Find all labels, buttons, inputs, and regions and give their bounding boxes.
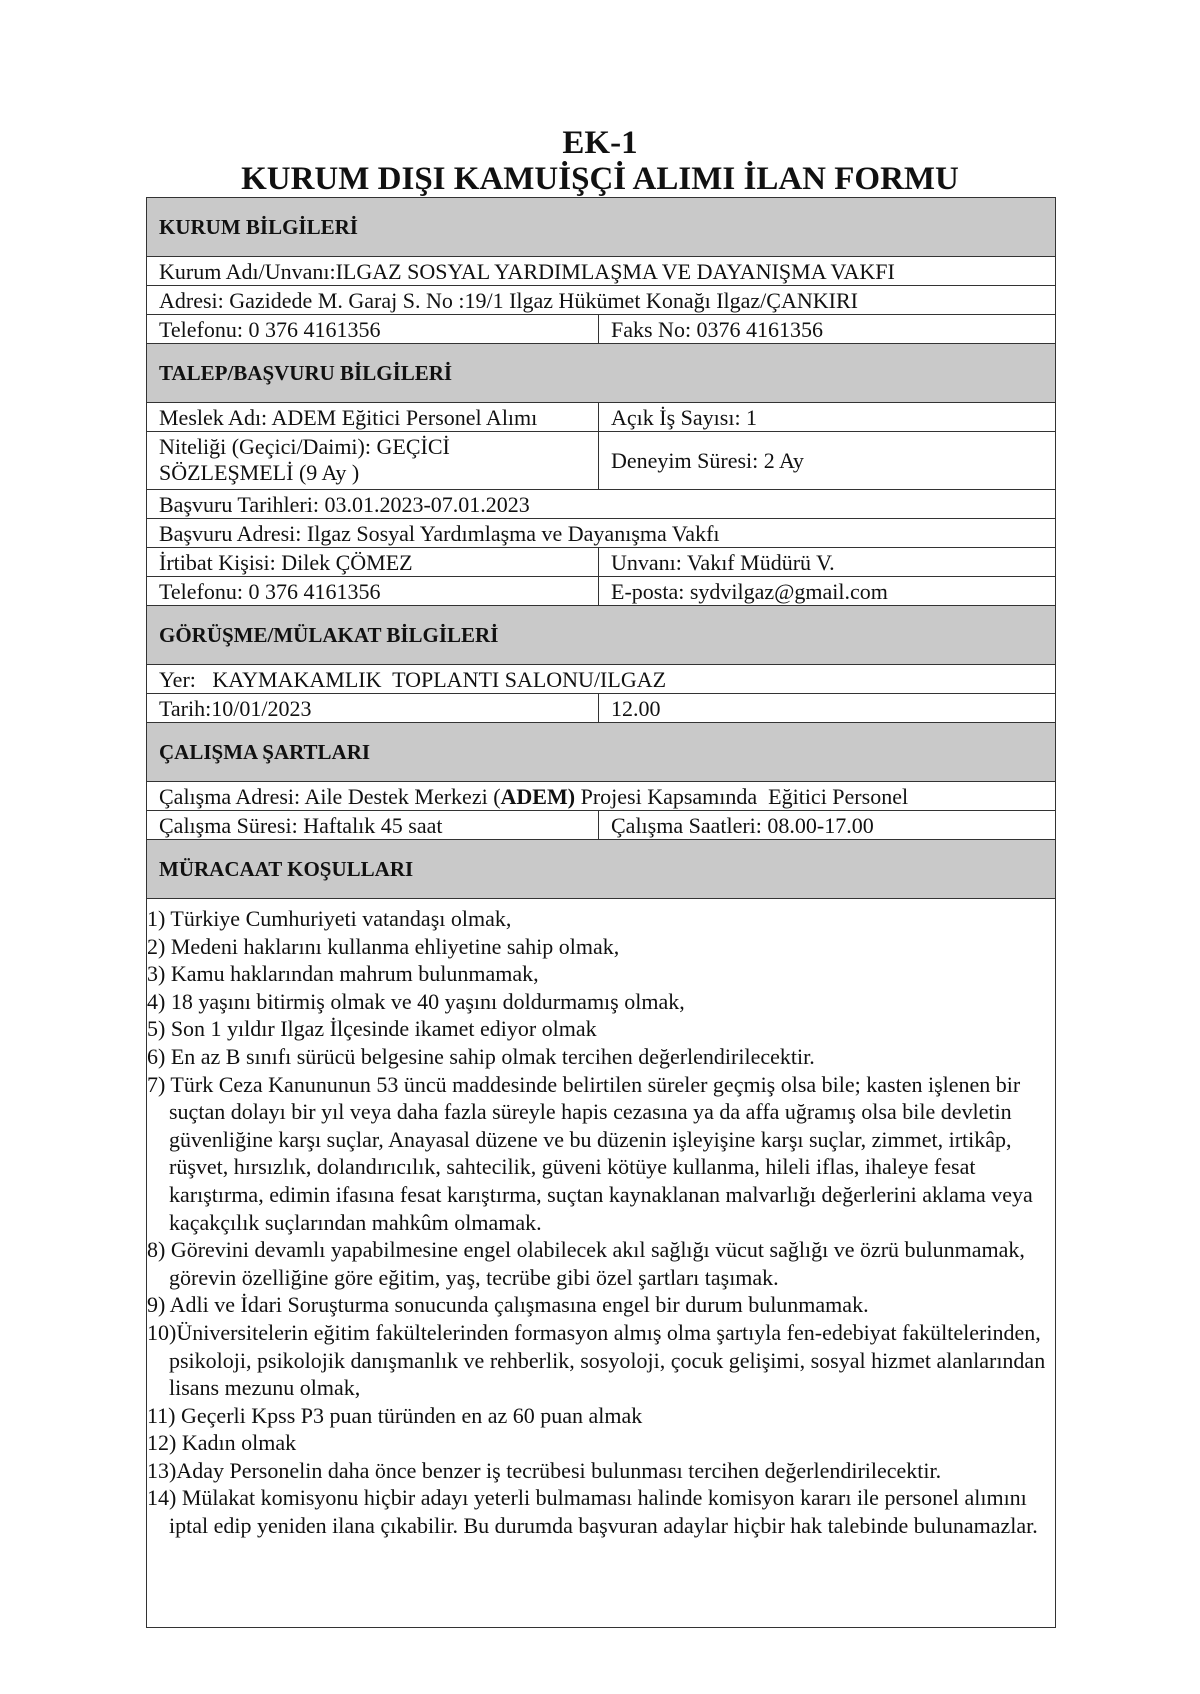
condition-item: 9) Adli ve İdari Soruşturma sonucunda çalışmasına engel bir durum bulunmamak. — [147, 1292, 869, 1318]
condition-item: 10)Üniversitelerin eğitim fakültelerinden formasyon almış olma şartıyla fen-edebiyat fakültelerinden, psikoloji, psikolojik danışmanlık ve rehberlik, sosyoloji, çocuk gelişimi, sosyal hizmet alanlarından lisans mezunu olmak, — [147, 1319, 1046, 1401]
row-irtibat — [147, 548, 1055, 577]
row-gorusme-tarih — [147, 694, 1055, 723]
irtibat-kisisi: İrtibat Kişisi: Dilek ÇÖMEZ — [147, 548, 599, 576]
doc-title-main: KURUM DIŞI KAMUİŞÇİ ALIMI İLAN FORMU — [241, 161, 959, 197]
row-talep-iletisim — [147, 577, 1055, 606]
kurum-adres: Adresi: Gazidede M. Garaj S. No :19/1 Ilgaz Hükümet Konağı Ilgaz/ÇANKIRI — [159, 287, 858, 313]
irtibat-unvan: Unvanı: Vakıf Müdürü V. — [611, 549, 835, 575]
gorusme-yer: Yer: KAYMAKAMLIK TOPLANTI SALONU/ILGAZ — [159, 666, 667, 692]
condition-item: 6) En az B sınıfı sürücü belgesine sahip olmak tercihen değerlendirilecektir. — [147, 1043, 815, 1069]
condition-item: 7) Türk Ceza Kanununun 53 üncü maddesinde belirtilen süreler geçmiş olsa bile; kasten işlenen bir suçtan dolayı bir yıl veya daha fazla süreyle hapis cezasına ya da affa uğramış olsa bile devletin güvenliğine karşı suçlar, Anayasal düzene ve bu düzenin işleyişine karşı suçlar, zimmet, irtikâp, rüşvet, hırsızlık, dolandırıcılık, sahtecilik, güveni kötüye kullanma, hileli iflas, ihaleye fesat karıştırma, edimin ifasına fesat karıştırma, suçtan kaynaklanan malvarlığı değerlerini aklama veya kaçakçılık suçlarından mahkûm olmamak. — [147, 1071, 1033, 1235]
kurum-telefon: Telefonu: 0 376 4161356 — [147, 315, 599, 343]
calisma-saatleri: Çalışma Saatleri: 08.00-17.00 — [611, 812, 874, 838]
condition-item: 4) 18 yaşını bitirmiş olmak ve 40 yaşını doldurmamış olmak, — [147, 988, 685, 1014]
condition-item: 14) Mülakat komisyonu hiçbir adayı yeterli bulmaması halinde komisyon kararı ile personel alımını iptal edip yeniden ilana çıkabilir. Bu durumda başvuran adaylar hiçbir hak talebinde bulunamazlar. — [147, 1485, 1038, 1539]
basvuru-tarihleri: Başvuru Tarihleri: 03.01.2023-07.01.2023 — [159, 491, 530, 517]
section-gorusme-heading: GÖRÜŞME/MÜLAKAT BİLGİLERİ — [147, 606, 1055, 665]
section-talep-heading: TALEP/BAŞVURU BİLGİLERİ — [147, 344, 1055, 403]
row-gorusme-yer — [147, 665, 1055, 694]
calisma-adres-bold: ADEM) — [500, 783, 576, 809]
row-meslek — [147, 403, 1055, 432]
section-muracaat-heading: MÜRACAAT KOŞULLARI — [147, 840, 1055, 899]
gorusme-tarih: Tarih:10/01/2023 — [147, 694, 599, 722]
kurum-adi: Kurum Adı/Unvanı:ILGAZ SOSYAL YARDIMLAŞMA VE DAYANIŞMA VAKFI — [159, 258, 895, 284]
row-kurum-adi — [147, 257, 1055, 286]
condition-item: 12) Kadın olmak — [147, 1430, 297, 1456]
calisma-adres-suffix: Projesi Kapsamında Eğitici Personel — [575, 783, 909, 809]
condition-item: 2) Medeni haklarını kullanma ehliyetine sahip olmak, — [147, 933, 620, 959]
talep-telefon: Telefonu: 0 376 4161356 — [147, 577, 599, 605]
section-kurum-heading: KURUM BİLGİLERİ — [147, 198, 1055, 257]
row-calisma-sure — [147, 811, 1055, 840]
condition-item: 1) Türkiye Cumhuriyeti vatandaşı olmak, — [147, 906, 512, 931]
row-calisma-adres — [147, 782, 1055, 811]
row-kurum-adres — [147, 286, 1055, 315]
condition-item: 11) Geçerli Kpss P3 puan türünden en az 60 puan almak — [147, 1402, 643, 1428]
basvuru-adresi: Başvuru Adresi: Ilgaz Sosyal Yardımlaşma ve Dayanışma Vakfı — [159, 520, 720, 546]
announcement-form — [146, 197, 1056, 1628]
doc-title-ek: EK-1 — [562, 125, 638, 161]
calisma-adres-prefix: Çalışma Adresi: Aile Destek Merkezi ( — [159, 783, 501, 809]
section-calisma-heading: ÇALIŞMA ŞARTLARI — [147, 723, 1055, 782]
gorusme-saat: 12.00 — [611, 695, 661, 721]
condition-item: 5) Son 1 yıldır Ilgaz İlçesinde ikamet ediyor olmak — [147, 1016, 597, 1042]
muracaat-conditions — [147, 899, 1055, 1540]
row-basvuru-tarihleri — [147, 490, 1055, 519]
nitelik: Niteliği (Geçici/Daimi): GEÇİCİ SÖZLEŞMELİ (9 Ay ) — [147, 432, 599, 489]
is-sayisi: Açık İş Sayısı: 1 — [611, 404, 758, 430]
deneyim-suresi: Deneyim Süresi: 2 Ay — [611, 448, 804, 473]
condition-item: 13)Aday Personelin daha önce benzer iş tecrübesi bulunması tercihen değerlendirilecektir. — [147, 1457, 942, 1483]
talep-eposta: E-posta: sydvilgaz@gmail.com — [611, 578, 888, 604]
calisma-adres — [147, 782, 1055, 810]
row-basvuru-adresi — [147, 519, 1055, 548]
condition-item: 3) Kamu haklarından mahrum bulunmamak, — [147, 961, 539, 987]
row-nitelik — [147, 432, 1055, 490]
meslek-adi: Meslek Adı: ADEM Eğitici Personel Alımı — [147, 403, 599, 431]
calisma-suresi: Çalışma Süresi: Haftalık 45 saat — [147, 811, 599, 839]
condition-item: 8) Görevini devamlı yapabilmesine engel olabilecek akıl sağlığı vücut sağlığı ve özrü bulunmamak, görevin özelliğine göre eğitim, yaş, tecrübe gibi özel şartları taşımak. — [147, 1237, 1025, 1290]
row-kurum-iletisim — [147, 315, 1055, 344]
kurum-faks: Faks No: 0376 4161356 — [611, 316, 824, 342]
